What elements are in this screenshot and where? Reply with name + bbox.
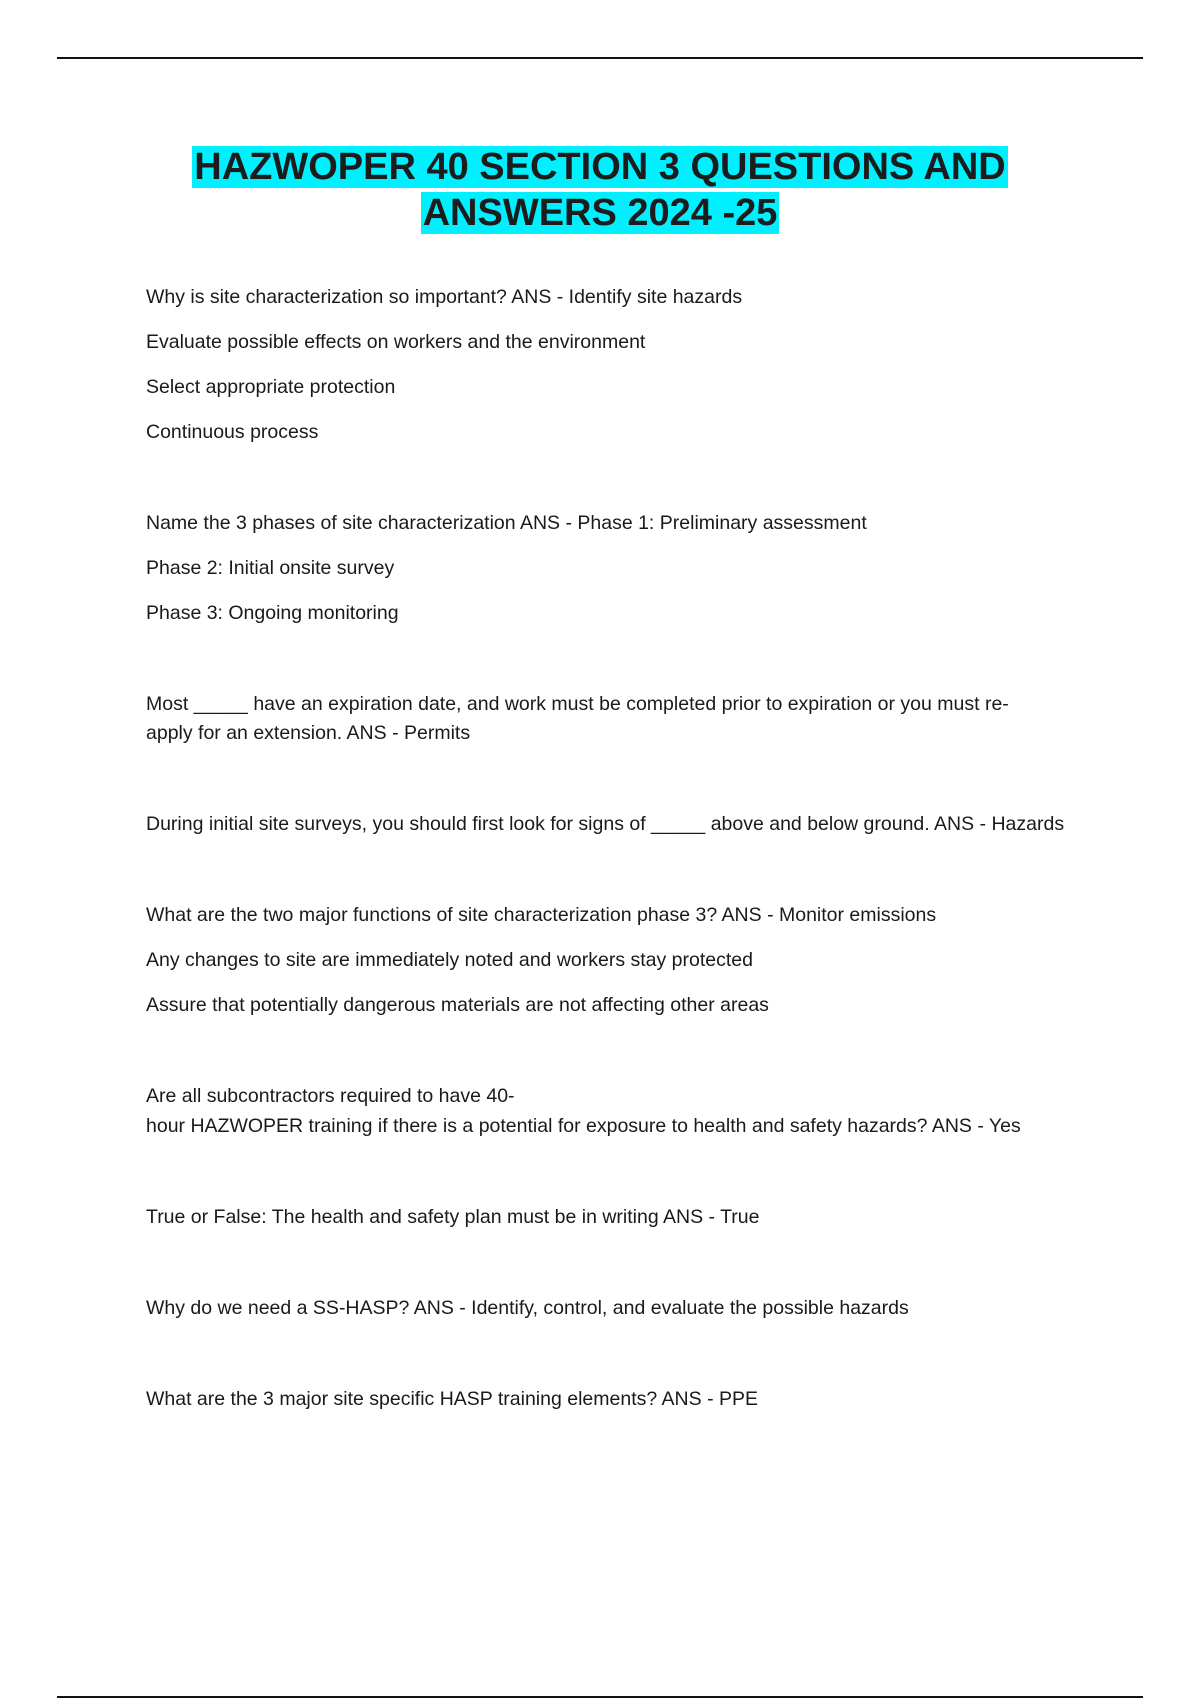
footer-rule [57,1696,1143,1698]
qa-item [146,1202,1106,1247]
qa-item [146,809,1106,854]
question-line: What are the two major functions of site characterization phase 3? ANS - Monitor emissions [146,904,937,926]
qa-item [146,1081,1106,1156]
answer-line: Select appropriate protection [146,376,396,398]
question-line: Why is site characterization so important? ANS - Identify site hazards [146,286,743,308]
question-line: Why do we need a SS-HASP? ANS - Identify, control, and evaluate the possible hazards [146,1297,909,1319]
question-line: True or False: The health and safety plan must be in writing ANS - True [146,1206,760,1228]
qa-item [146,282,1106,462]
answer-line: Assure that potentially dangerous materials are not affecting other areas [146,994,769,1016]
title-line-1: HAZWOPER 40 SECTION 3 QUESTIONS AND [194,146,1006,188]
answer-line: Phase 3: Ongoing monitoring [146,602,399,624]
question-line: During initial site surveys, you should first look for signs of _____ above and below ground. ANS - Hazards [146,813,1065,835]
question-line: Most _____ have an expiration date, and work must be completed prior to expiration or you must re- [146,693,1009,715]
title-line-2: ANSWERS 2024 -25 [422,192,778,234]
qa-item [146,689,1106,763]
question-line: What are the 3 major site specific HASP training elements? ANS - PPE [146,1388,758,1410]
question-line: Name the 3 phases of site characterization ANS - Phase 1: Preliminary assessment [146,512,867,534]
question-line: hour HAZWOPER training if there is a potential for exposure to health and safety hazards? ANS - Yes [146,1115,1021,1137]
answer-line: Continuous process [146,421,319,443]
answer-line: Evaluate possible effects on workers and the environment [146,331,646,353]
qa-list [146,282,1106,1429]
answer-line: Phase 2: Initial onsite survey [146,557,395,579]
header-rule [57,57,1143,59]
qa-item [146,900,1106,1035]
qa-item [146,1293,1106,1338]
question-line: apply for an extension. ANS - Permits [146,722,471,744]
qa-item [146,1384,1106,1429]
answer-line: Any changes to site are immediately noted and workers stay protected [146,949,753,971]
qa-item [146,508,1106,643]
document-title [0,144,1200,236]
question-line: Are all subcontractors required to have 40- [146,1085,515,1107]
